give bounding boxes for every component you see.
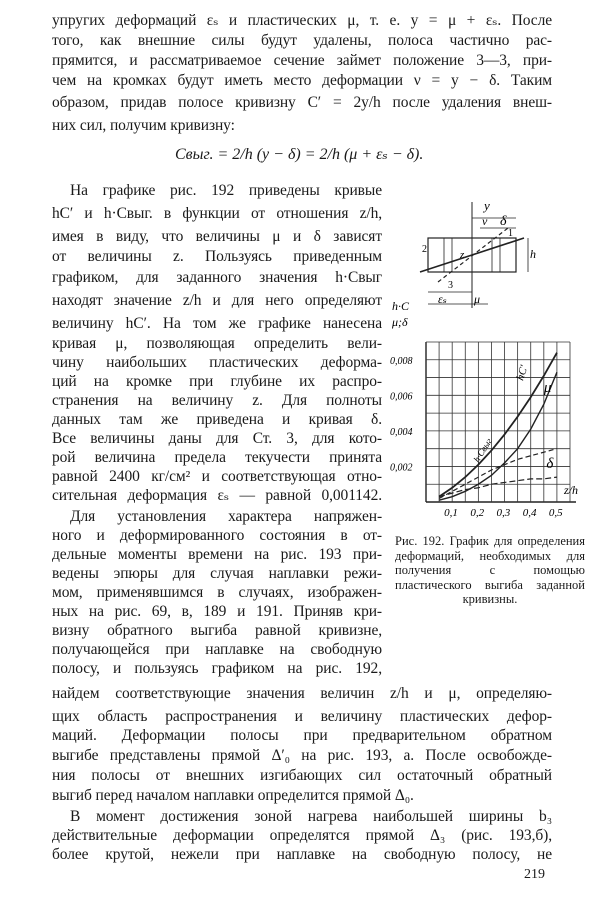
text-line: hC′ и h·Cвыг. в функции от отношения z/h, <box>52 205 382 222</box>
label-z: z <box>460 249 465 261</box>
text-line: более крутой, нежели при наплавке на свободную полосу, не <box>52 846 552 863</box>
text-line: В момент достижения зоной нагрева наибольшей ширины b₃ <box>70 808 552 825</box>
text-line: щих область распространения и величину пластических дефор- <box>52 708 552 725</box>
series-line <box>439 372 557 500</box>
y-tick-label: 0,002 <box>390 462 413 474</box>
text-line: выгибе представлены прямой Δ′₀ на рис. 193, а. После освобожде- <box>52 747 552 764</box>
x-tick-label: 0,3 <box>496 507 511 519</box>
text-line: ведены эпюры для случая наплавки режи- <box>52 565 382 582</box>
label-3: 3 <box>448 280 453 291</box>
chart-xlabel: z/h <box>564 483 579 497</box>
text-line: ных на рис. 69, в, 189 и 191. Приняв кри- <box>52 603 382 620</box>
text-line: равной 2400 кг/см² и соответствующая отно- <box>52 468 382 485</box>
label-h: h <box>530 247 536 261</box>
figure-caption: Рис. 192. График для определения деформаций, необходимых для получения с помощью пластического выгиба заданной кривизны. <box>395 534 585 606</box>
text-line: упругих деформаций εₛ и пластических μ, т. е. y = μ + εₛ. После <box>52 12 552 29</box>
text-line: мом, применявшимся в случаях, изображен- <box>52 584 382 601</box>
label-delta: δ <box>500 214 507 229</box>
label-es: εₛ <box>438 292 447 306</box>
series-line <box>439 449 557 499</box>
figure-192 <box>388 192 598 522</box>
text-line: найдем соответствующие значения величин z/h и μ, определяю- <box>52 685 552 702</box>
text-line: прямится, и рассматриваемое сечение займет положение 3—3, при- <box>52 52 552 69</box>
label-2: 2 <box>422 244 427 255</box>
text-line: маций. Деформации полосы при предварительном обратном <box>52 727 552 744</box>
text-line: находят значение z/h и для него определяют <box>52 292 382 309</box>
text-line: образом, придав полосе кривизну C′ = 2y/h после удаления внеш- <box>52 94 552 111</box>
text-line: ций на кромке при глубине их распро- <box>52 373 382 390</box>
text-line: рой величина предела текучести принята <box>52 449 382 466</box>
series-line <box>439 477 557 497</box>
label-mu: μ <box>474 292 481 306</box>
page-number: 219 <box>524 867 545 882</box>
text-line: На графике рис. 192 приведены кривые <box>70 182 382 199</box>
x-tick-label: 0,1 <box>444 507 458 519</box>
chart-ylabel1: h·C <box>392 299 410 313</box>
label-v: ν <box>482 214 488 228</box>
text-line: выгиб перед началом наплавки определится прямой Δ₀. <box>52 787 414 804</box>
text-line: кривая μ, позволяющая определить вели- <box>52 335 382 352</box>
formula: Cвыг. = 2/h (y − δ) = 2/h (μ + εₛ − δ). <box>175 146 424 163</box>
label-y: y <box>484 198 490 213</box>
text-line: странения на величину z. Для полноты <box>52 392 382 409</box>
curve-label: δ <box>546 456 554 473</box>
y-tick-label: 0,008 <box>390 355 413 367</box>
text-line: Все величины даны для Ст. 3, для кото- <box>52 430 382 447</box>
curve-label: μ <box>543 379 552 396</box>
x-tick-label: 0,4 <box>522 507 537 519</box>
curve-label: h·Cвыг <box>471 436 494 464</box>
text-line: чину наибольших пластических деформа- <box>52 354 382 371</box>
text-line: от величины z. Пользуясь приведенным <box>52 248 382 265</box>
chart-ticks <box>390 356 563 519</box>
text-line: чем на кромках будут иметь место деформации ν = y − δ. Таким <box>52 72 552 89</box>
text-line: визну обратного выгиба равной кривизне, <box>52 622 382 639</box>
text-line: данных там же приведена и кривая δ. <box>52 411 382 428</box>
y-tick-label: 0,004 <box>390 426 413 438</box>
x-tick-label: 0,2 <box>470 507 485 519</box>
text-line: дельные моменты времени на рис. 193 при- <box>52 546 382 563</box>
chart-grid <box>426 342 579 502</box>
chart-ylabel2: μ;δ <box>392 315 408 329</box>
text-line: полосу, и пользуясь графиком на рис. 192, <box>52 660 382 677</box>
chart-series <box>439 353 557 501</box>
x-tick-label: 0,5 <box>548 507 563 519</box>
text-line: сительная деформация εₛ — равной 0,001142. <box>52 487 382 504</box>
text-line: имея в виду, что величины μ и δ зависят <box>52 228 382 245</box>
text-line: действительные деформации определятся прямой Δ₃ (рис. 193,б), <box>52 827 552 844</box>
text-line: ного и деформированного состояния в от- <box>52 527 382 544</box>
section-line-3 <box>438 228 508 282</box>
text-line: величину hC′. На том же графике нанесена <box>52 315 382 332</box>
text-line: них сил, получим кривизну: <box>52 117 235 134</box>
y-tick-label: 0,006 <box>390 391 413 403</box>
curve-label: hC′ <box>514 363 531 383</box>
text-line: получающейся при наплавке на свободную <box>52 641 382 658</box>
text-line: графиком, для заданного значения h·Cвыг <box>52 269 382 286</box>
text-line: ния полосы от внешних изгибающих сил остаточный обратный <box>52 767 552 784</box>
label-1: 1 <box>508 228 513 239</box>
series-line <box>439 353 557 497</box>
text-line: того, как внешние силы будут удалены, полоса частично рас- <box>52 32 552 49</box>
text-line: Для установления характера напряжен- <box>70 508 382 525</box>
